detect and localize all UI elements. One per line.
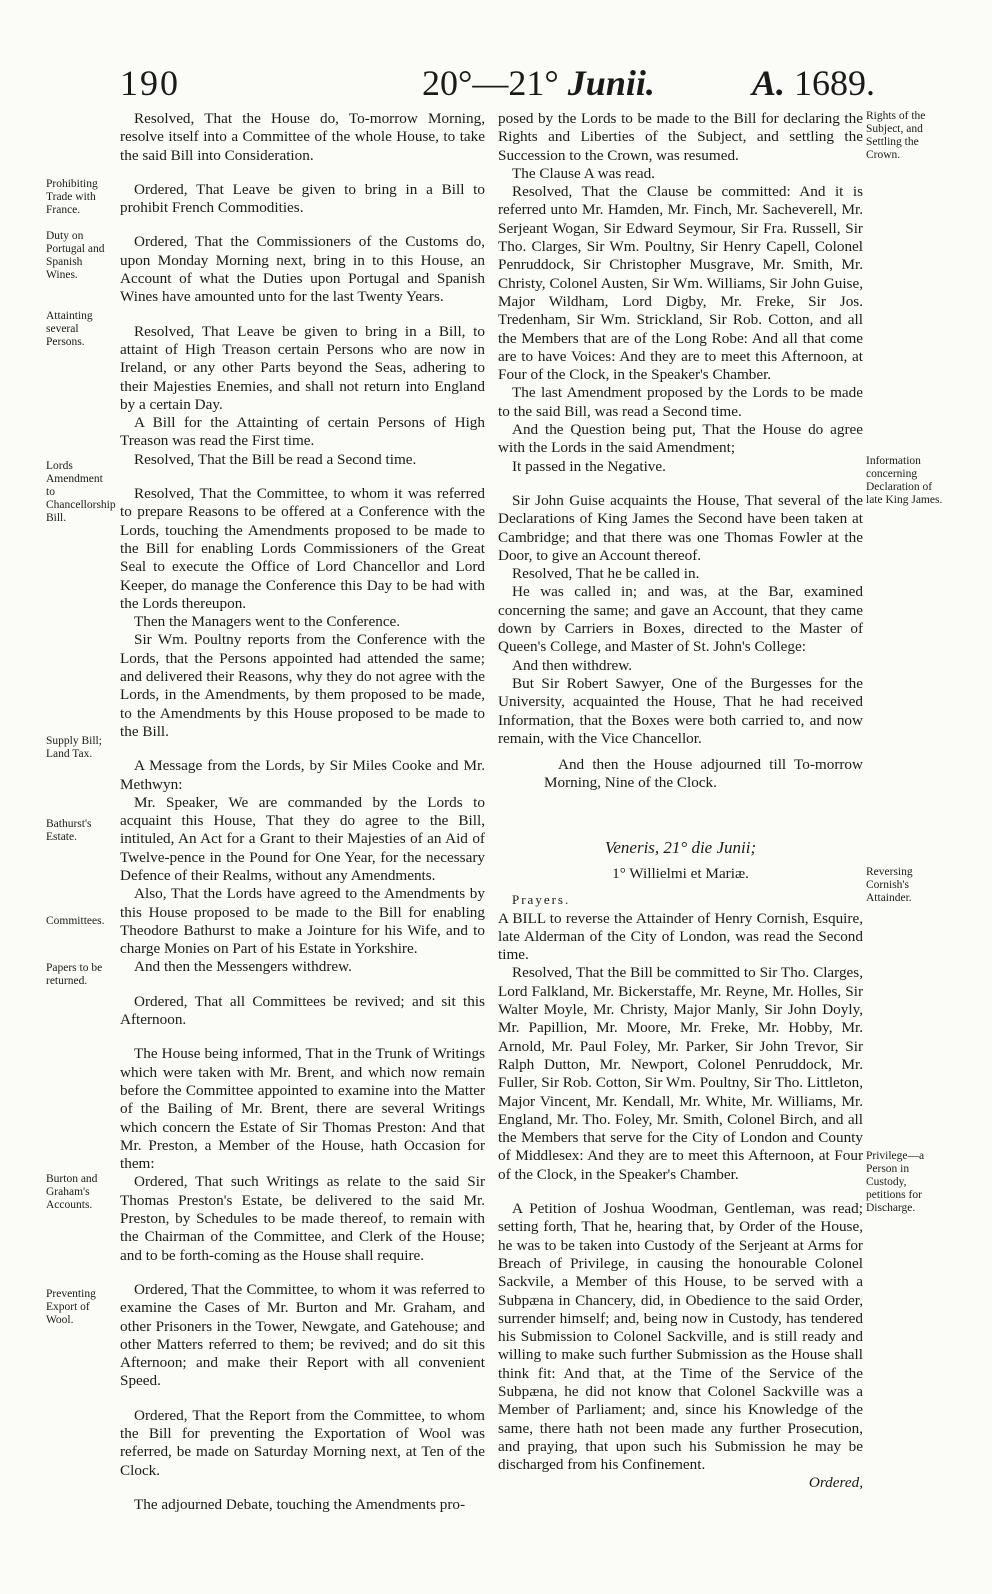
paragraph: Resolved, That the Bill be read a Second time. [134, 450, 417, 468]
year-value: 1689. [794, 63, 876, 103]
paragraph: Ordered, That all Committees be revived; and sit this Afternoon. [120, 992, 485, 1029]
margin-note: Supply Bill; Land Tax. [46, 735, 102, 760]
paragraph: The House being informed, That in the Trunk of Writings which were taken with Mr. Brent, and which now remain before the Committee appointed to examine into the Matter of the Bailing of Mr. Brent, there are several Writings which concern the Estate of Sir Thomas Preston: And that Mr. Preston, a Member of the House, hath Occasion for them: [120, 1045, 485, 1173]
paragraph: Mr. Speaker, We are commanded by the Lords to acquaint this House, That they do agree to the Bill, intituled, An Act for a Grant to their Majesties of an Aid of Twelve-pence in the Pound for One Year, for the necessary Defence of their Realms, without any Amendments. [120, 793, 485, 884]
paragraph: Ordered, That the Commissioners of the Customs do, upon Monday Morning next, bring in to this House, an Account of what the Duties upon Portugal and Spanish Wines have amounted unto for the last Twenty Years. [120, 233, 485, 306]
paragraph: Sir Wm. Poultny reports from the Conference with the Lords, that the Persons appointed had attended the same; and delivered their Reasons, why they do not agree with the Lords, in the Amendments, by them proposed to be made, to the Amendments by this House proposed to be made to the Bill. [120, 631, 485, 740]
paragraph: But Sir Robert Sawyer, One of the Burgesses for the University, acquainted the House, That he had received Information, that the Boxes were both carried to, and now remain, with the Vice Chancellor. [498, 674, 863, 747]
day-heading: Veneris, 21° die Junii; [604, 837, 757, 857]
paragraph: Resolved, That Leave be given to bring in a Bill, to attaint of High Treason certain Persons who are now in Ireland, or any other Parts beyond the Seas, adhering to their Majesties Enemies, and shall not return into England by a certain Day. [120, 322, 485, 413]
catchword: Ordered, [808, 1474, 863, 1492]
year-prefix: A. [752, 63, 786, 103]
prayers-heading: Prayers. [512, 892, 571, 908]
paragraph: Ordered, That the Committee, to whom it was referred to examine the Cases of Mr. Burton and Mr. Graham, and other Prisoners in the Tower, Newgate, and Gatehouse; and other Matters referred to them; be revived; and do sit this Afternoon; and make their Report with all convenient Speed. [120, 1280, 485, 1390]
paragraph: Sir John Guise acquaints the House, That several of the Declarations of King James the Second have been taken at Cambridge; and that there was one Thomas Fowler at the Door, to give an Account thereof. [498, 491, 863, 564]
margin-note: Lords Amendment to Chancellorship Bill. [46, 460, 116, 524]
regnal-year: 1° Willielmi et Mariæ. [612, 864, 749, 882]
paragraph: It passed in the Negative. [512, 457, 666, 475]
paragraph: And the Question being put, That the House do agree with the Lords in the said Amendment; [498, 421, 863, 457]
paragraph: Resolved, That the Clause be committed: And it is referred unto Mr. Hamden, Mr. Finch, Mr. Sacheverell, Mr. Serjeant Wogan, Sir Edward Seymour, Sir Fra. Russell, Sir Tho. Clarges, Sir Wm. Poultny, Sir Henry Capell, Colonel Penruddock, Sir Christopher Musgrave, Mr. Smith, Mr. Christy, Colonel Austen, Sir Wm. Williams, Sir John Guise, Major Wildham, Lord Digby, Mr. Freke, Sir Jos. Tredenham, Sir Wm. Strickland, Sir Rob. Cotton, and all the Members that are of the Long Robe: And all that come are to have Voices: And they are to meet this Afternoon, at Four of the Clock, in the Speaker's Chamber. [498, 183, 863, 384]
paragraph: Resolved, That the Committee, to whom it was referred to prepare Reasons to be offered at a Conference with the Lords, touching the Amendments proposed to be made to the Bill for enabling Lords Commissioners of the Great Seal to execute the Office of Lord Chancellor and Lord Keeper, do manage the Conference this Day to be had with the Lords thereupon. [120, 485, 485, 612]
page-year [752, 62, 875, 104]
margin-note: Papers to be returned. [46, 962, 103, 987]
paragraph: The adjourned Debate, touching the Amendments pro- [134, 1495, 466, 1513]
paragraph: Ordered, That the Report from the Committee, to whom the Bill for preventing the Exportation of Wool was referred, be made on Saturday Morning next, at Ten of the Clock. [120, 1406, 485, 1479]
adjournment-note: And then the House adjourned till To-morrow Morning, Nine of the Clock. [544, 756, 863, 792]
margin-note: Preventing Export of Wool. [46, 1288, 96, 1326]
margin-note: Attainting several Persons. [46, 310, 93, 348]
margin-note: Burton and Graham's Accounts. [46, 1173, 98, 1211]
paragraph: Then the Managers went to the Conference. [134, 613, 401, 631]
margin-note: Information concerning Declaration of late King James. [866, 455, 943, 506]
page-header [0, 62, 992, 108]
month: Junii. [567, 63, 655, 103]
margin-note: Duty on Portugal and Spanish Wines. [46, 230, 105, 281]
paragraph: Also, That the Lords have agreed to the Amendments by this House proposed to be made to the Bill for enabling Theodore Bathurst to make a Jointure for his Wife, and to charge Monies on Part of his Estate in Yorkshire. [120, 885, 485, 958]
paragraph: And then the Messengers withdrew. [134, 958, 352, 976]
paragraph: A Petition of Joshua Woodman, Gentleman, was read; setting forth, That he, hearing that, by Order of the House, he was to be taken into Custody of the Serjeant at Arms for Breach of Privilege, in causing the honourable Colonel Sackvile, a Member of this House, to be served with a Subpæna in Chancery, did, in Obedience to the said Order, surrender himself; and, being now in Custody, has tendered his Submission to Colonel Sackville, and is still ready and willing to make such further Submission as the House shall think fit: And that, at the Time of the Service of the Subpæna, he did not know that Colonel Sackville was a Member of Parliament; and, since his Knowledge of the same, there hath not been made any further Prosecution, and praying, that upon such his Submission he may be discharged from his Confinement. [498, 1200, 863, 1474]
margin-note: Bathurst's Estate. [46, 818, 92, 843]
paragraph: A BILL to reverse the Attainder of Henry Cornish, Esquire, late Alderman of the City of London, was read the Second time. [498, 909, 863, 964]
date-range: 20°—21° [422, 63, 559, 103]
paragraph: Resolved, That the Bill be committed to Sir Tho. Clarges, Lord Falkland, Mr. Bickerstaffe, Mr. Reyne, Mr. Holles, Sir Walter Moyle, Mr. Christy, Major Manly, Sir John Doyly, Mr. Papillion, Mr. Moore, Mr. Freke, Mr. Hobby, Mr. Arnold, Mr. Paul Foley, Mr. Parker, Sir John Trevor, Sir Ralph Dutton, Mr. Newport, Colonel Penruddock, Mr. Fuller, Sir Rob. Cotton, Sir Wm. Poultny, Sir Tho. Littleton, Major Vincent, Mr. Kendall, Mr. White, Mr. Williams, Mr. England, Mr. Tho. Foley, Mr. Smith, Colonel Birch, and all the Members that serve for the City of London and County of Middlesex: And they are to meet this Afternoon, at Four of the Clock, in the Speaker's Chamber. [498, 964, 863, 1183]
paragraph: A Bill for the Attainting of certain Persons of High Treason was read the First time. [120, 414, 485, 450]
margin-note: Prohibiting Trade with France. [46, 178, 98, 216]
margin-note: Rights of the Subject, and Settling the Crown. [866, 110, 926, 161]
paragraph: The Clause A was read. [512, 164, 655, 182]
paragraph: And then withdrew. [512, 656, 633, 674]
paragraph: He was called in; and was, at the Bar, examined concerning the same; and gave an Account, that they came down by Carriers in Boxes, directed to the Master of Queen's College, and Master of St. John's College: [498, 583, 863, 656]
paragraph: The last Amendment proposed by the Lords to be made to the said Bill, was read a Second time. [498, 384, 863, 420]
paragraph: Ordered, That such Writings as relate to the said Sir Thomas Preston's Estate, be delivered to the said Mr. Preston, by Schedules to be made thereof, to remain with the Chairman of the Committee, and Clerk of the House; and to be forth-coming as the House shall require. [120, 1173, 485, 1264]
left-column [120, 110, 485, 1514]
margin-note: Committees. [46, 915, 105, 927]
right-column [498, 110, 863, 1493]
paragraph: posed by the Lords to be made to the Bill for declaring the Rights and Liberties of the Subject, and settling the Succession to the Crown, was resumed. [498, 110, 863, 164]
margin-note: Reversing Cornish's Attainder. [866, 866, 913, 904]
paragraph: Ordered, That Leave be given to bring in a Bill to prohibit French Commodities. [120, 180, 485, 217]
page-dates [422, 62, 655, 104]
paragraph: A Message from the Lords, by Sir Miles Cooke and Mr. Methwyn: [120, 757, 485, 793]
paragraph: Resolved, That he be called in. [512, 565, 700, 583]
page-number: 190 [120, 63, 180, 103]
margin-note: Privilege—a Person in Custody, petitions for Discharge. [866, 1150, 925, 1214]
paragraph: Resolved, That the House do, To-morrow Morning, resolve itself into a Committee of the whole House, to take the said Bill into Consideration. [120, 110, 485, 164]
